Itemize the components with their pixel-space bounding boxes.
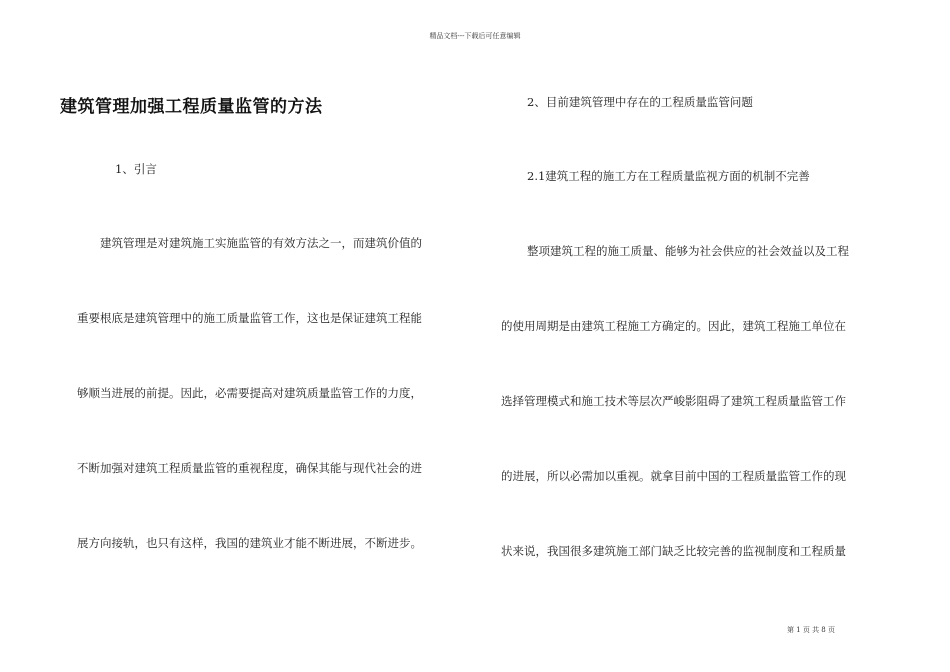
page-number: 第 1 页 共 8 页 [786,626,835,634]
section-heading-introduction: 1、引言 [115,162,157,176]
paragraph-line: 不断加强对建筑工程质量监管的重视程度，确保其能与现代社会的进 [77,461,422,475]
section-heading-problems: 2、目前建筑管理中存在的工程质量监管问题 [527,95,753,109]
paragraph-line: 选择管理模式和施工技术等层次严峻影阻碍了建筑工程质量监管工作 [501,394,846,408]
paragraph-line: 状来说，我国很多建筑施工部门缺乏比较完善的监视制度和工程质量 [501,544,846,558]
paragraph-line: 的使用周期是由建筑工程施工方确定的。因此，建筑工程施工单位在 [501,319,846,333]
paragraph-line: 够顺当进展的前提。因此，必需要提高对建筑质量监管工作的力度， [77,386,422,400]
paragraph-line: 建筑管理是对建筑施工实施监管的有效方法之一，而建筑价值的 [100,236,422,250]
paragraph-line: 展方向接轨，也只有这样，我国的建筑业才能不断进展，不断进步。 [77,536,422,550]
document-title: 建筑管理加强工程质量监管的方法 [60,97,323,117]
paragraph-line: 重要根底是建筑管理中的施工质量监管工作，这也是保证建筑工程能 [77,311,422,325]
paragraph-line: 整项建筑工程的施工质量、能够为社会供应的社会效益以及工程 [527,244,849,258]
paragraph-line: 的进展，所以必需加以重视。就拿目前中国的工程质量监管工作的现 [501,469,846,483]
page-header: 精品文档---下载后可任意编辑 [429,32,521,40]
subsection-heading: 2.1建筑工程的施工方在工程质量监视方面的机制不完善 [527,169,810,183]
